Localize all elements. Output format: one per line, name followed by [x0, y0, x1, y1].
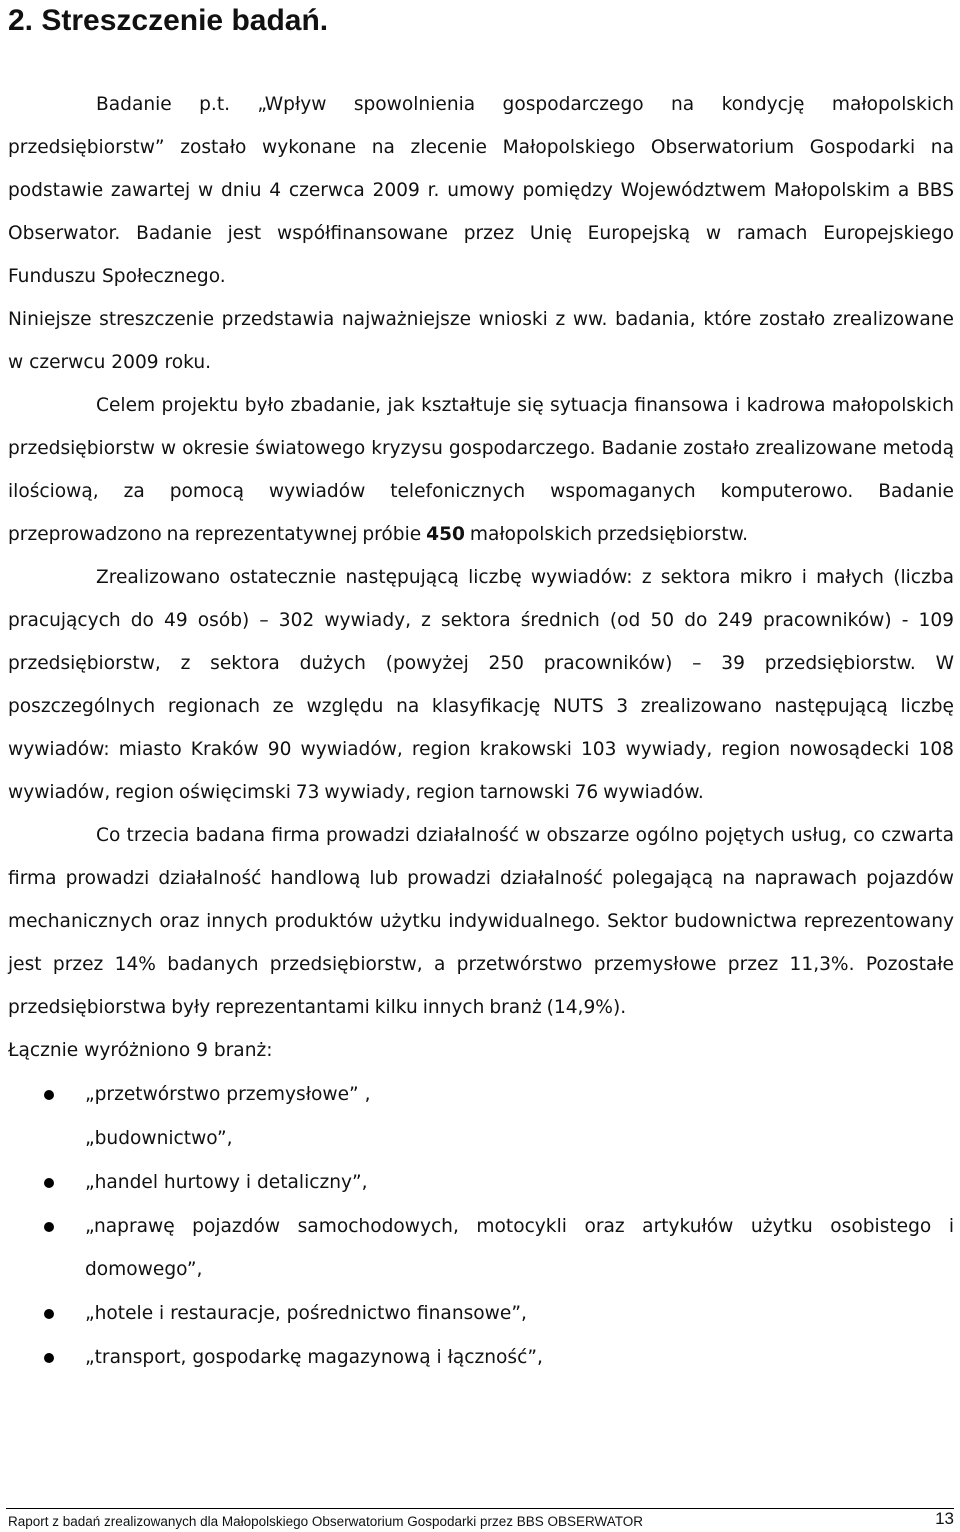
list-item [8, 1073, 954, 1116]
paragraph-intro: Badanie p.t. „Wpływ spowolnienia gospodarczego na kondycję małopolskich przedsiębiorstw” zostało wykonane na zlecenie Małopolskiego Obserwatorium Gospodarki na podstawie zawartej w dniu 4 czerwca 2009 r. umowy pomiędzy Województwem Małopolskim a BBS Obserwator. Badanie jest współfinansowane przez Unię Europejską w ramach Europejskiego Funduszu Społecznego. [8, 94, 954, 287]
list-item [8, 1161, 954, 1204]
list-item [8, 1336, 954, 1379]
list-item [8, 1205, 954, 1291]
paragraph-branches-intro: Łącznie wyróżniono 9 branż: [8, 1040, 273, 1061]
list-item [8, 1292, 954, 1335]
list-item-text: „przetwórstwo przemysłowe” , [85, 1084, 371, 1105]
page-footer [6, 1508, 954, 1529]
paragraph-sectors: Co trzecia badana firma prowadzi działalność w obszarze ogólno pojętych usług, co czwarta firma prowadzi działalność handlową lub prowadzi działalność polegającą na naprawach pojazdów mechanicznych oraz innych produktów użytku indywidualnego. Sektor budownictwa reprezentowany jest przez 14% badanych przedsiębiorstw, a przetwórstwo przemysłowe przez 11,3%. Pozostałe przedsiębiorstwa były reprezentantami kilku innych branż (14,9%). [8, 825, 954, 1018]
project-goal-text: Celem projektu było zbadanie, jak kształtuje się sytuacja finansowa i kadrowa małopolskich przedsiębiorstw w okresie światowego kryzysu gospodarczego. Badanie zostało zrealizowane metodą ilościową, za pomocą wywiadów telefonicznych wspomaganych komputerowo. Badanie przeprowadzono na reprezentatywnej próbie [8, 395, 954, 545]
bullet-icon [44, 1090, 54, 1100]
paragraph-summary: Niniejsze streszczenie przedstawia najważniejsze wnioski z ww. badania, które zostało zrealizowane w czerwcu 2009 roku. [8, 309, 954, 373]
bullet-icon [44, 1353, 54, 1363]
list-item-text: „budownictwo”, [85, 1128, 233, 1149]
bullet-icon [44, 1178, 54, 1188]
sample-size-value: 450 [426, 524, 465, 545]
document-body [8, 83, 954, 1379]
footer-text: Raport z badań zrealizowanych dla Małopolskiego Obserwatorium Gospodarki przez BBS OBSERWATOR [8, 1514, 644, 1529]
list-item-text: „naprawę pojazdów samochodowych, motocykli oraz artykułów użytku osobistego i domowego”, [85, 1216, 954, 1280]
paragraph-project-goal [8, 384, 954, 556]
list-item-text: „hotele i restauracje, pośrednictwo finansowe”, [85, 1303, 527, 1324]
list-item-text: „handel hurtowy i detaliczny”, [85, 1172, 368, 1193]
list-item [8, 1117, 954, 1160]
list-item-text: „transport, gospodarkę magazynową i łączność”, [85, 1347, 543, 1368]
bullet-icon [44, 1222, 54, 1232]
project-goal-end: małopolskich przedsiębiorstw. [469, 524, 749, 545]
page-number: 13 [935, 1509, 954, 1528]
section-heading: 2. Streszczenie badań. [8, 4, 329, 37]
bullet-icon [44, 1309, 54, 1319]
branches-list [8, 1073, 954, 1379]
paragraph-interviews: Zrealizowano ostatecznie następującą liczbę wywiadów: z sektora mikro i małych (liczba pracujących do 49 osób) – 302 wywiady, z sektora średnich (od 50 do 249 pracowników) - 109 przedsiębiorstw, z sektora dużych (powyżej 250 pracowników) – 39 przedsiębiorstw. W poszczególnych regionach ze względu na klasyfikację NUTS 3 zrealizowano następującą liczbę wywiadów: miasto Kraków 90 wywiadów, region krakowski 103 wywiady, region nowosądecki 108 wywiadów, region oświęcimski 73 wywiady, region tarnowski 76 wywiadów. [8, 567, 954, 803]
